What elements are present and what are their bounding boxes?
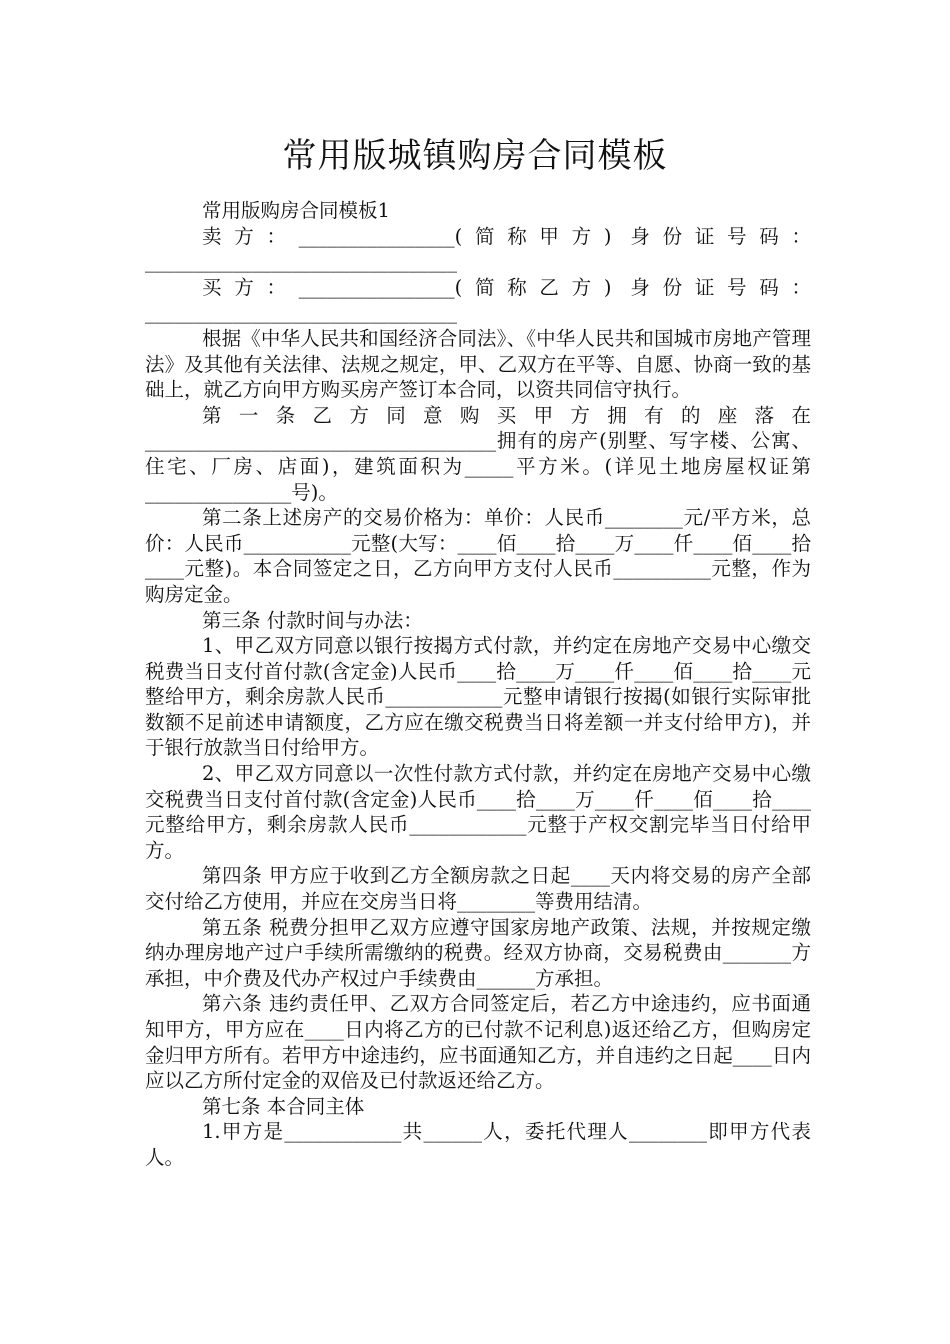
article-1-paragraph: 第一条乙方同意购买甲方拥有的座落在____________________________________拥有的房产(别墅、写字楼、公寓、住宅、厂房、店面)，建筑面积为_____平方米。(详见土地房屋权证第_______________号)。	[145, 403, 811, 504]
article-4-paragraph: 第四条 甲方应于收到乙方全额房款之日起____天内将交易的房产全部交付给乙方使用，并应在交房当日将________等费用结清。	[145, 864, 811, 914]
article-2-paragraph: 第二条上述房产的交易价格为：单价：人民币________元/平方米，总价：人民币___________元整(大写：____佰____拾____万____仟____佰____拾____元整)。本合同签定之日，乙方向甲方支付人民币__________元整，作为购房定金。	[145, 506, 811, 606]
article-3-item-1: 1、甲乙双方同意以银行按揭方式付款，并约定在房地产交易中心缴交税费当日支付首付款(含定金)人民币____拾____万____仟____佰____拾____元整给甲方，剩余房款人民币____________元整申请银行按揭(如银行实际审批数额不足前述申请额度，乙方应在缴交税费当日将差额一并支付给甲方)，并于银行放款当日付给甲方。	[145, 634, 811, 760]
buyer-line: 买方：________________(简称乙方) 身份证号码：________________________________	[145, 275, 811, 325]
seller-line: 卖方：________________(简称甲方) 身份证号码：________________________________	[145, 224, 811, 274]
document-body	[145, 198, 811, 1171]
article-6-paragraph: 第六条 违约责任甲、乙双方合同签定后，若乙方中途违约，应书面通知甲方，甲方应在____日内将乙方的已付款不记利息)返还给乙方，但购房定金归甲方所有。若甲方中途违约，应书面通知乙方，并自违约之日起____日内应以乙方所付定金的双倍及已付款返还给乙方。	[145, 992, 811, 1093]
article-7-item-1: 1.甲方是____________共______人，委托代理人________即甲方代表人。	[145, 1120, 811, 1169]
document-title: 常用版城镇购房合同模板	[282, 136, 668, 176]
article-7-heading: 第七条 本合同主体	[202, 1094, 365, 1118]
subtitle-line: 常用版购房合同模板1	[202, 199, 390, 222]
article-5-paragraph: 第五条 税费分担甲乙双方应遵守国家房地产政策、法规，并按规定缴纳办理房地产过户手续所需缴纳的税费。经双方协商，交易税费由_______方承担，中介费及代办产权过户手续费由______方承担。	[145, 915, 811, 990]
article-3-heading: 第三条 付款时间与办法：	[202, 608, 423, 632]
article-3-item-2: 2、甲乙双方同意以一次性付款方式付款，并约定在房地产交易中心缴交税费当日支付首付款(含定金)人民币____拾____万____仟____佰____拾____元整给甲方，剩余房款人民币____________元整于产权交割完毕当日付给甲方。	[145, 762, 811, 862]
preamble-paragraph: 根据《中华人民共和国经济合同法》、《中华人民共和国城市房地产管理法》及其他有关法律、法规之规定，甲、乙双方在平等、自愿、协商一致的基础上，就乙方向甲方购买房产签订本合同，以资共同信守执行。	[145, 326, 811, 402]
